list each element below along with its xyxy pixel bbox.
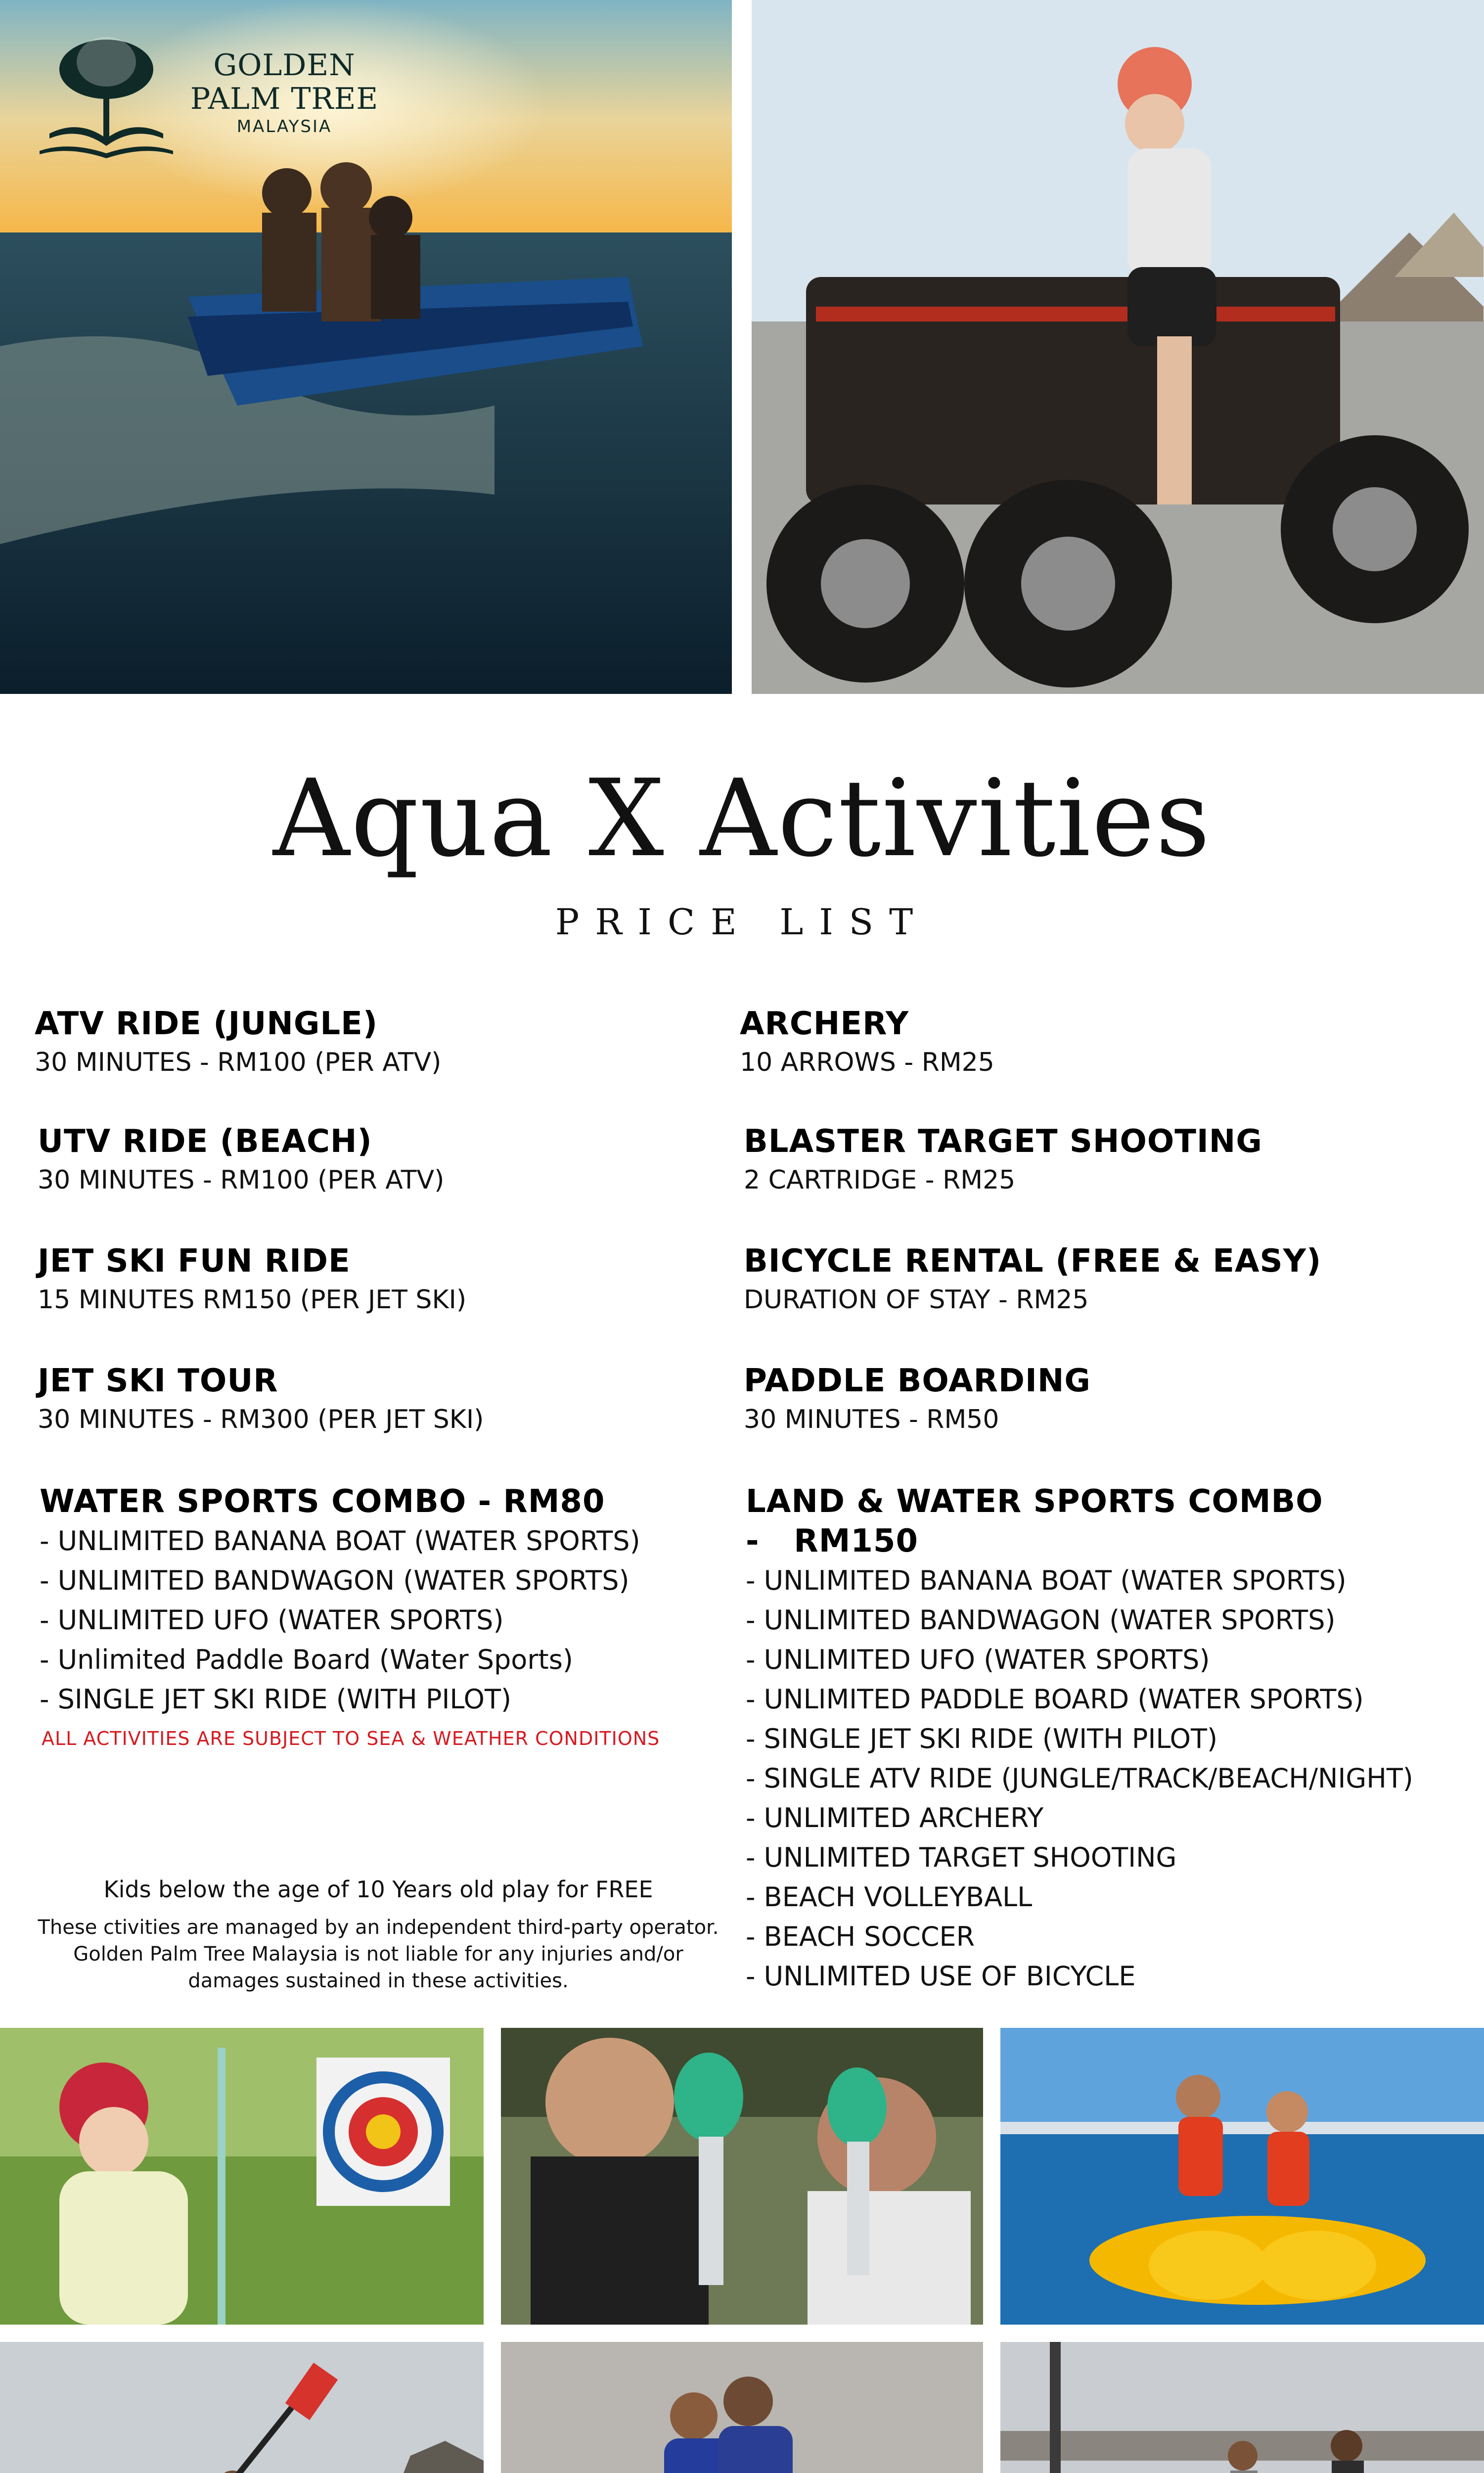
activity-price: 2 CARTRIDGE - RM25 [744,1165,1016,1195]
activity-paddle-boarding [744,1361,1091,1438]
activity-price: DURATION OF STAY - RM25 [744,1285,1089,1315]
list-item: - UNLIMITED ARCHERY [746,1802,1044,1833]
list-item: - UNLIMITED BANDWAGON (WATER SPORTS) [40,1565,630,1596]
activity-utv-ride [38,1122,444,1199]
page-title: Aqua X Activities [272,756,1212,880]
activity-blaster-target-shooting [744,1122,1262,1199]
combo-price: - RM150 [746,1523,918,1559]
activity-jet-ski-tour [38,1361,484,1438]
list-item: - UNLIMITED TARGET SHOOTING [746,1842,1177,1873]
list-item: - UNLIMITED PADDLE BOARD (WATER SPORTS) [746,1684,1364,1715]
list-item: - UNLIMITED BANANA BOAT (WATER SPORTS) [40,1525,640,1557]
kayak-photo [0,2342,484,2473]
banana-boat-photo [1000,2028,1484,2325]
activity-price: 30 MINUTES - RM300 (PER JET SKI) [38,1405,484,1434]
activity-title: BICYCLE RENTAL (FREE & EASY) [744,1243,1322,1280]
list-item: - UNLIMITED BANANA BOAT (WATER SPORTS) [746,1565,1347,1596]
activity-title: JET SKI FUN RIDE [38,1243,351,1280]
activity-title: BLASTER TARGET SHOOTING [744,1123,1262,1160]
list-item: - UNLIMITED USE OF BICYCLE [746,1961,1136,1992]
bicycle-couple-photo [1000,2342,1484,2473]
atv-rider-photo [752,0,1484,694]
disclaimer-line: damages sustained in these activities. [188,1969,569,1992]
disclaimer-line: These ctivities are managed by an independent third-party operator. [38,1916,719,1939]
logo-line-golden: GOLDEN [213,48,356,83]
land-water-sports-combo [746,1482,1478,1996]
list-item: - Unlimited Paddle Board (Water Sports) [40,1644,573,1675]
list-item: - UNLIMITED BANDWAGON (WATER SPORTS) [746,1604,1336,1636]
activity-price: 10 ARROWS - RM25 [740,1048,994,1077]
water-sports-combo [40,1482,732,1719]
activity-archery [740,1004,994,1081]
list-item: - SINGLE JET SKI RIDE (WITH PILOT) [746,1723,1218,1754]
activity-atv-ride [35,1004,441,1081]
page-subtitle: PRICE LIST [555,901,929,943]
activity-title: JET SKI TOUR [38,1363,278,1399]
combo-title: WATER SPORTS COMBO - RM80 [40,1483,605,1520]
activity-title: ARCHERY [740,1006,909,1042]
list-item: - UNLIMITED UFO (WATER SPORTS) [40,1604,504,1636]
jetski-ride-photo [501,2342,983,2473]
combo-list [746,1561,1478,1996]
blaster-shooting-photo [501,2028,983,2325]
list-item: - SINGLE ATV RIDE (JUNGLE/TRACK/BEACH/NIGHT) [746,1763,1413,1794]
weather-conditions-note: ALL ACTIVITIES ARE SUBJECT TO SEA & WEATHER CONDITIONS [42,1728,660,1749]
list-item: - UNLIMITED UFO (WATER SPORTS) [746,1644,1210,1675]
activity-jet-ski-fun-ride [38,1241,466,1319]
logo-line-malaysia: MALAYSIA [236,117,332,137]
activity-price: 15 MINUTES RM150 (PER JET SKI) [38,1285,467,1315]
kids-free-note: Kids below the age of 10 Years old play for FREE [103,1876,653,1903]
activity-title: ATV RIDE (JUNGLE) [35,1006,378,1042]
logo-line-palm-tree: PALM TREE [190,82,379,116]
list-item: - BEACH VOLLEYBALL [746,1881,1033,1913]
combo-title: LAND & WATER SPORTS COMBO [746,1483,1323,1520]
list-item: - SINGLE JET SKI RIDE (WITH PILOT) [40,1684,512,1715]
activity-bicycle-rental [744,1241,1321,1319]
archery-girl-photo [0,2028,484,2325]
activity-title: PADDLE BOARDING [744,1363,1091,1399]
palm-tree-icon [40,35,173,158]
activity-price: 30 MINUTES - RM50 [744,1405,999,1434]
activity-price: 30 MINUTES - RM100 (PER ATV) [38,1165,445,1195]
list-item: - BEACH SOCCER [746,1921,975,1952]
activity-price: 30 MINUTES - RM100 (PER ATV) [35,1048,442,1077]
disclaimer [20,1914,737,1994]
combo-list [40,1521,732,1719]
golden-palm-tree-logo [40,35,386,163]
disclaimer-line: Golden Palm Tree Malaysia is not liable for any injuries and/or [73,1943,683,1966]
activity-title: UTV RIDE (BEACH) [38,1123,372,1160]
